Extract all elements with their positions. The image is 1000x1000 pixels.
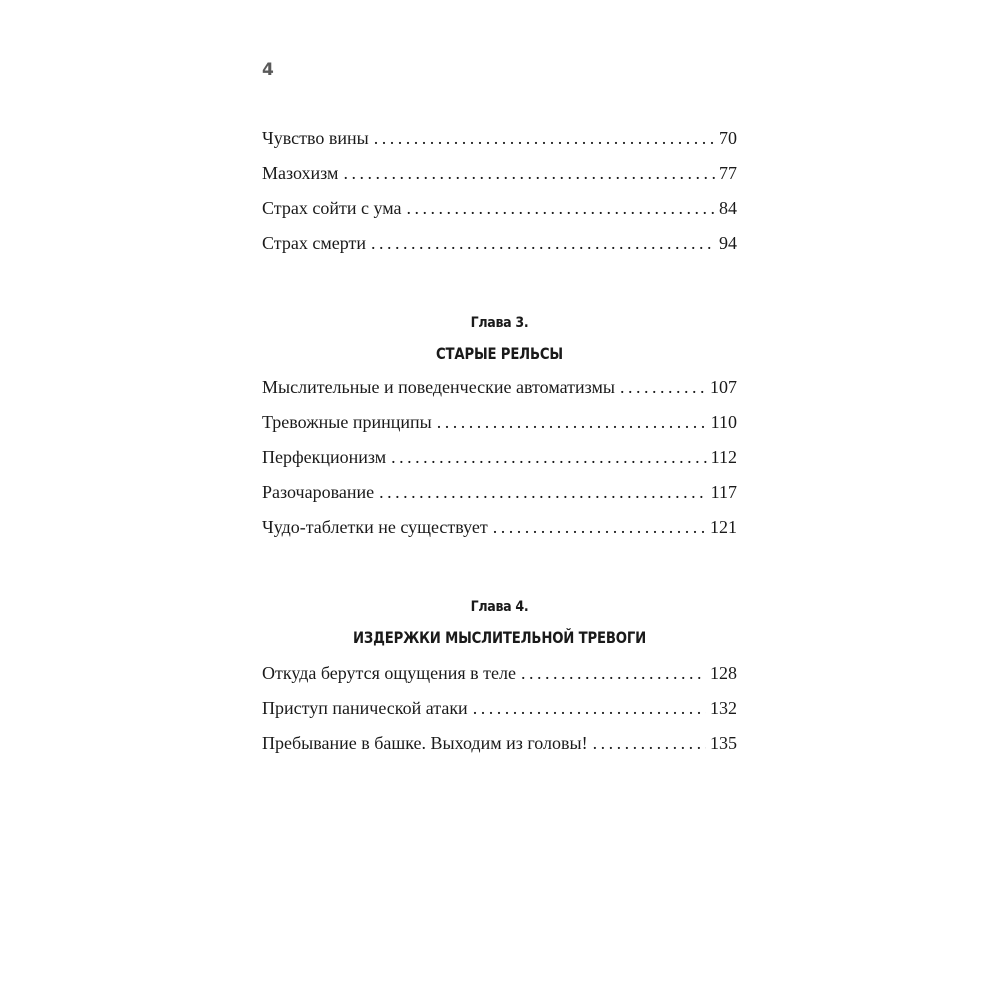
toc-entry-title: Перфекционизм	[262, 447, 387, 467]
toc-entry	[262, 377, 737, 412]
toc-entry	[262, 128, 737, 163]
toc-entry-page: 112	[710, 447, 737, 467]
toc-list-top	[262, 128, 737, 268]
toc-entry	[262, 447, 737, 482]
toc-list-chapter-3	[262, 377, 737, 552]
toc-entry-title: Приступ панической атаки	[262, 698, 468, 718]
toc-entry-page: 117	[710, 482, 737, 502]
toc-entry	[262, 163, 737, 198]
toc-entry-title: Пребывание в башке. Выходим из головы!	[262, 733, 588, 753]
toc-entry-title: Чудо-таблетки не существует	[262, 517, 488, 537]
toc-leader-dots	[406, 198, 715, 219]
toc-entry-title: Тревожные принципы	[262, 412, 432, 432]
toc-leader-dots	[521, 663, 706, 684]
toc-entry-title: Страх смерти	[262, 233, 366, 253]
toc-entry-page: 110	[710, 412, 737, 432]
chapter-title: ИЗДЕРЖКИ МЫСЛИТЕЛЬНОЙ ТРЕВОГИ	[353, 628, 646, 647]
toc-entry	[262, 412, 737, 447]
toc-entry-page: 135	[710, 733, 737, 753]
toc-entry-page: 132	[710, 698, 737, 718]
toc-entry-title: Мазохизм	[262, 163, 339, 183]
toc-leader-dots	[473, 698, 706, 719]
chapter-4-heading	[262, 598, 737, 648]
toc-entry-title: Откуда берутся ощущения в теле	[262, 663, 516, 683]
chapter-label: Глава 4.	[470, 599, 529, 615]
toc-entry-page: 84	[719, 198, 737, 218]
toc-leader-dots	[343, 163, 715, 184]
toc-leader-dots	[371, 233, 715, 254]
toc-entry	[262, 198, 737, 233]
toc-entry-title: Мыслительные и поведенческие автоматизмы	[262, 377, 615, 397]
toc-leader-dots	[493, 517, 706, 538]
toc-leader-dots	[437, 412, 707, 433]
toc-entry-title: Разочарование	[262, 482, 375, 502]
toc-entry	[262, 482, 737, 517]
toc-list-chapter-4	[262, 663, 737, 768]
toc-entry	[262, 233, 737, 268]
chapter-3-heading	[262, 314, 737, 364]
toc-leader-dots	[379, 482, 707, 503]
toc-entry	[262, 698, 737, 733]
toc-entry	[262, 663, 737, 698]
toc-leader-dots	[620, 377, 706, 398]
toc-leader-dots	[374, 128, 715, 149]
chapter-label: Глава 3.	[470, 315, 529, 331]
chapter-title: СТАРЫЕ РЕЛЬСЫ	[436, 344, 563, 363]
toc-leader-dots	[391, 447, 706, 468]
toc-entry	[262, 733, 737, 768]
page-number: 4	[262, 60, 274, 80]
toc-entry-page: 107	[710, 377, 737, 397]
toc-entry-page: 121	[710, 517, 737, 537]
toc-entry-page: 94	[719, 233, 737, 253]
toc-entry	[262, 517, 737, 552]
toc-entry-page: 77	[719, 163, 737, 183]
toc-entry-page: 128	[710, 663, 737, 683]
toc-entry-page: 70	[719, 128, 737, 148]
toc-leader-dots	[593, 733, 706, 754]
toc-entry-title: Страх сойти с ума	[262, 198, 402, 218]
toc-entry-title: Чувство вины	[262, 128, 369, 148]
